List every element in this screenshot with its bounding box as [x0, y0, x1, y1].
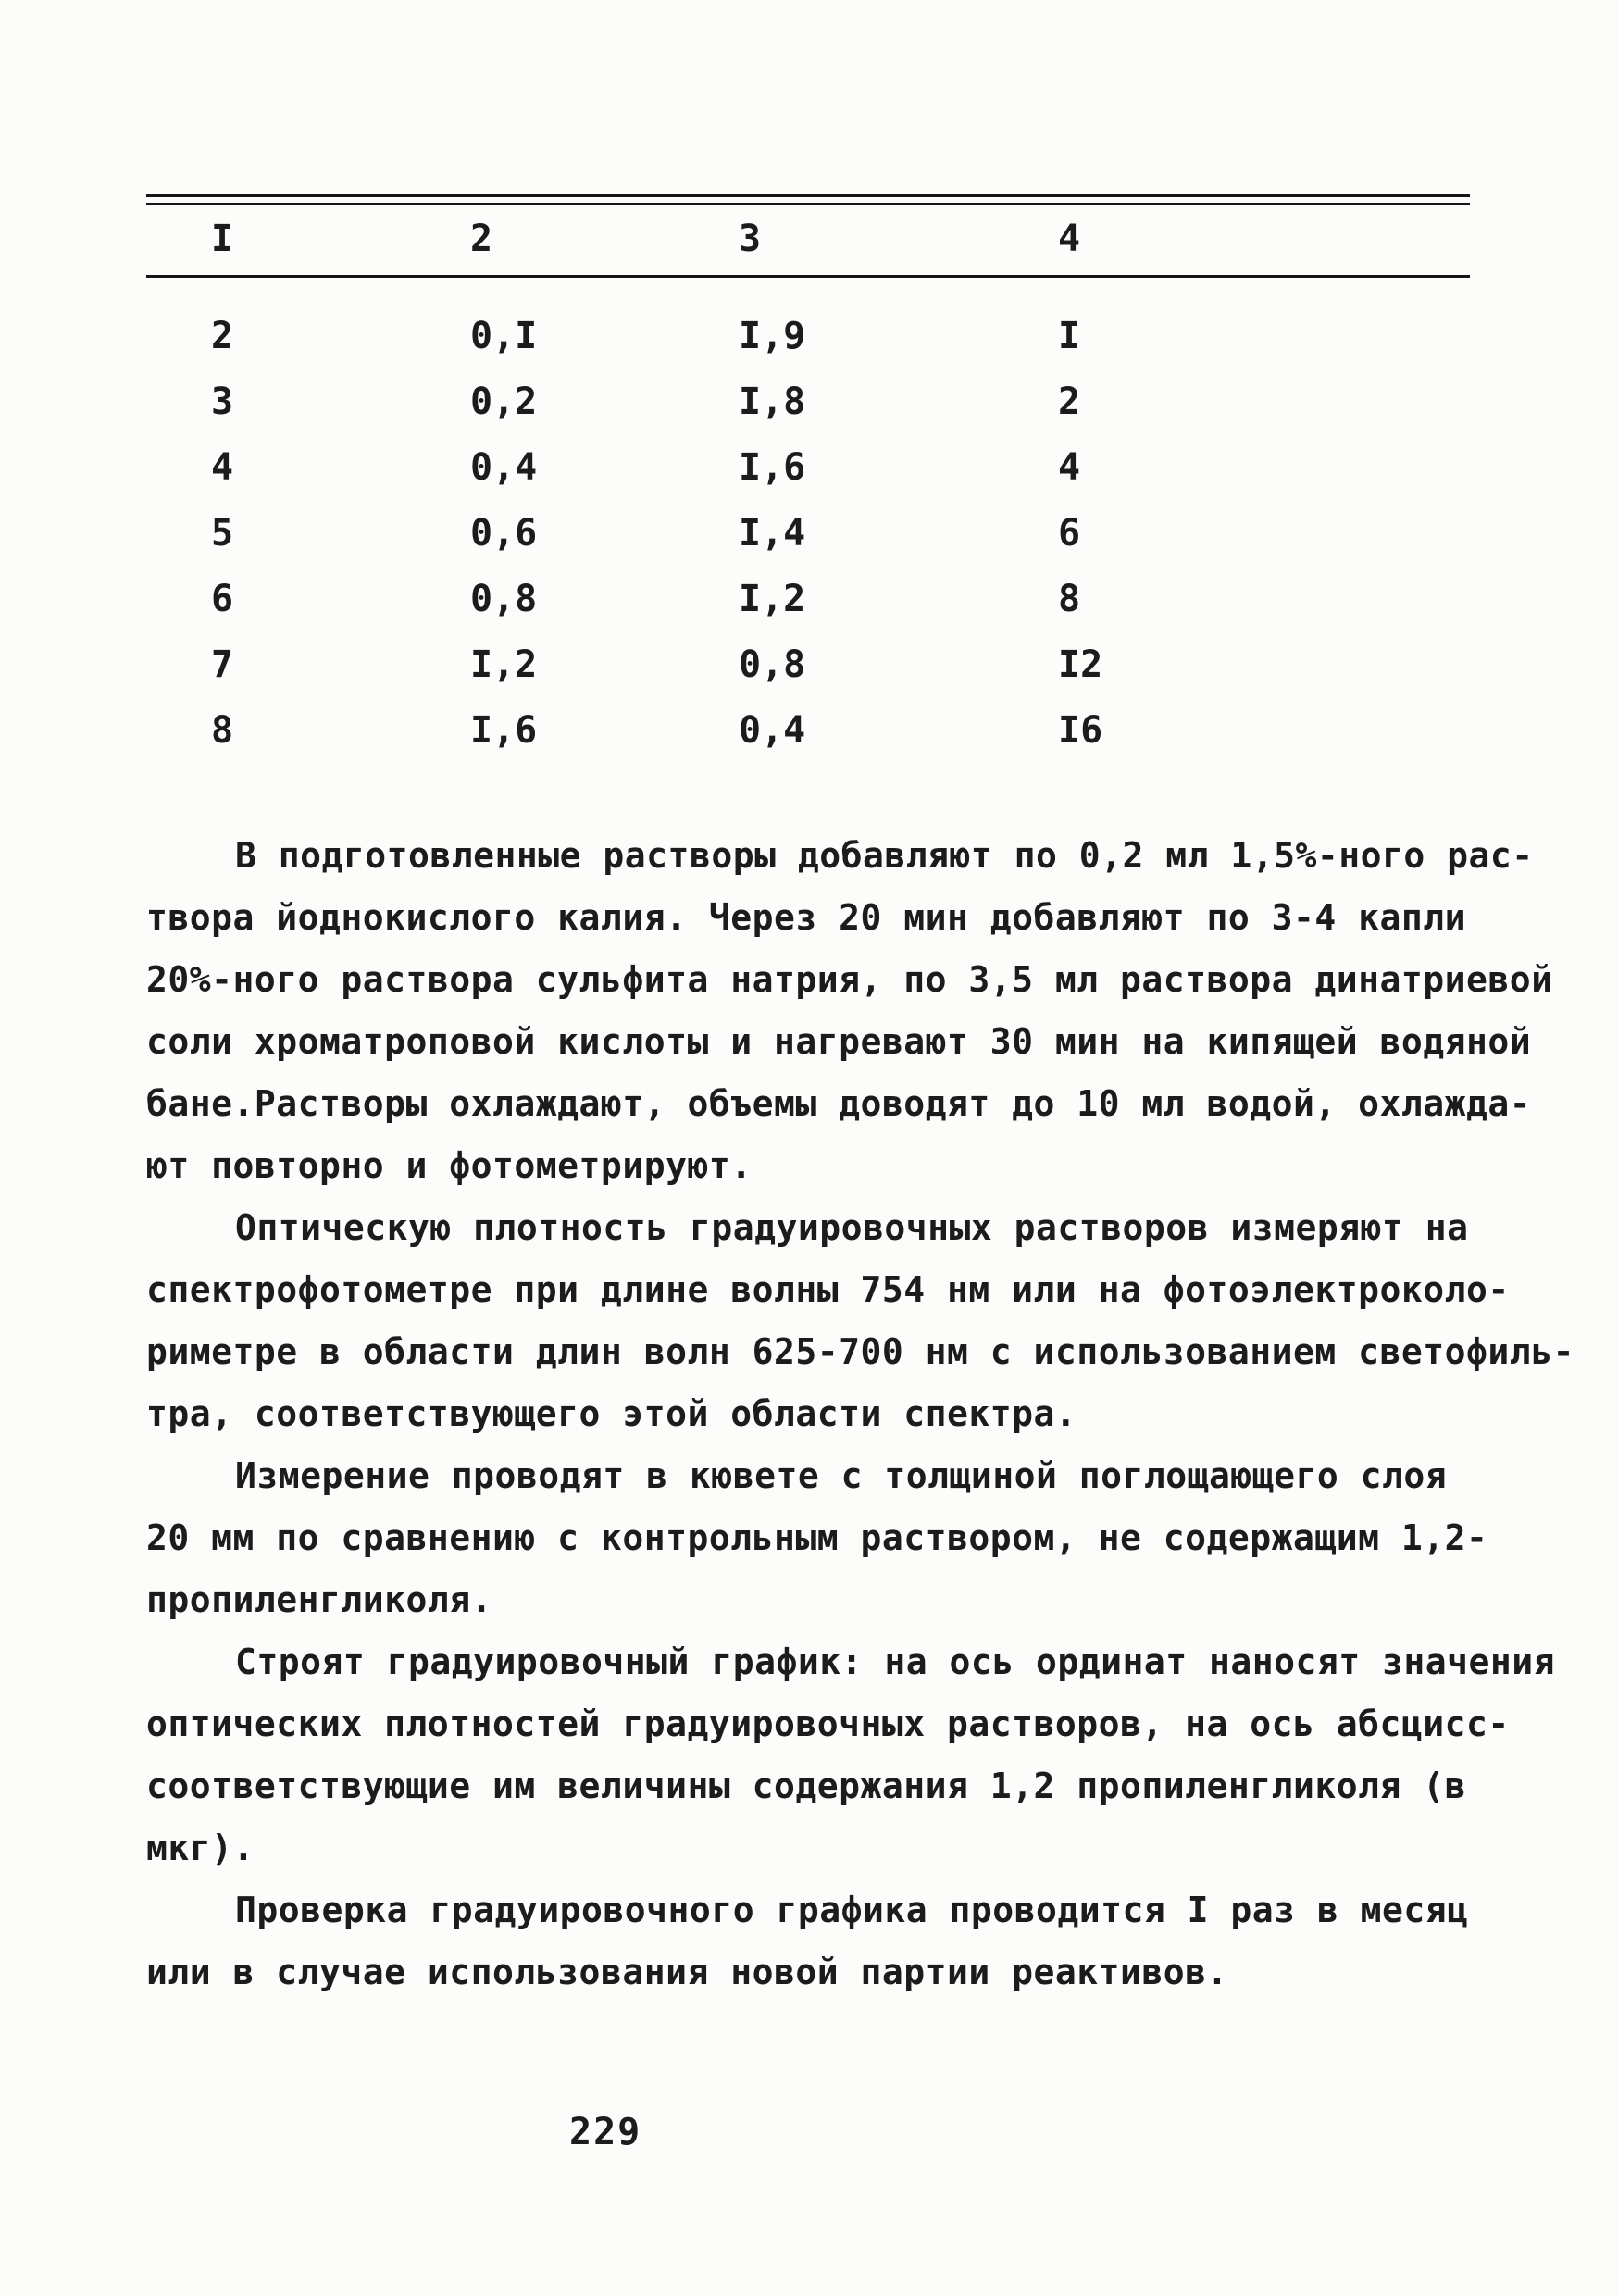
body-text: [146, 825, 1574, 2003]
table-cell: 2: [211, 315, 234, 357]
text-line: пропиленгликоля.: [146, 1579, 493, 1620]
text-line: соли хроматроповой кислоты и нагревают 30 мин на кипящей водяной: [146, 1021, 1532, 1062]
table-row: [146, 435, 1470, 501]
table-cell: 4: [211, 446, 234, 489]
table-row: [146, 369, 1470, 435]
table-header-cell: 4: [1058, 218, 1081, 260]
table-cell: 3: [211, 381, 234, 423]
table-top-rule: [146, 194, 1470, 205]
table-cell: 6: [1058, 512, 1081, 555]
text-line: Строят градуировочный график: на ось ординат наносят значения: [235, 1641, 1556, 1682]
paragraph: [146, 1197, 1574, 1445]
table-cell: 8: [211, 709, 234, 752]
table-cell: 0,8: [470, 578, 538, 620]
table-cell: I,2: [739, 578, 806, 620]
table-cell: 5: [211, 512, 234, 555]
text-line: 20 мм по сравнению с контрольным раствором, не содержащим 1,2-: [146, 1517, 1488, 1558]
table-cell: 0,I: [470, 315, 538, 357]
text-line: Проверка градуировочного графика проводится I раз в месяц: [235, 1890, 1469, 1930]
table-header-cell: I: [211, 218, 234, 260]
table-cell: 0,4: [470, 446, 538, 489]
table-cell: I,2: [470, 643, 538, 686]
table-cell: I: [1058, 315, 1081, 357]
text-line: риметре в области длин волн 625-700 нм с использованием светофиль-: [146, 1331, 1574, 1372]
table-body: [146, 278, 1470, 764]
text-line: бане.Растворы охлаждают, объемы доводят до 10 мл водой, охлажда-: [146, 1083, 1532, 1124]
table-row: [146, 698, 1470, 764]
text-line: В подготовленные растворы добавляют по 0,2 мл 1,5%-ного рас-: [235, 835, 1534, 876]
table-header-row: [146, 205, 1470, 275]
table-cell: I,6: [739, 446, 806, 489]
text-line: соответствующие им величины содержания 1,2 пропиленгликоля (в: [146, 1766, 1467, 1806]
text-line: 20%-ного раствора сульфита натрия, по 3,5 мл раствора динатриевой: [146, 959, 1553, 1000]
table-header-cell: 2: [470, 218, 493, 260]
table-row: [146, 567, 1470, 632]
paragraph: [146, 825, 1553, 1197]
table-cell: I2: [1058, 643, 1103, 686]
table-cell: 0,2: [470, 381, 538, 423]
table-header-cell: 3: [739, 218, 762, 260]
table-cell: 4: [1058, 446, 1081, 489]
table-cell: I,4: [739, 512, 806, 555]
table-row: [146, 501, 1470, 567]
text-line: ют повторно и фотометрируют.: [146, 1145, 753, 1186]
table-cell: I,9: [739, 315, 806, 357]
table-cell: 8: [1058, 578, 1081, 620]
page-number: 229: [569, 2111, 642, 2153]
text-line: оптических плотностей градуировочных растворов, на ось абсцисс-: [146, 1703, 1510, 1744]
paragraph: [146, 1445, 1488, 1631]
table-cell: 7: [211, 643, 234, 686]
paragraph: [146, 1879, 1479, 2003]
table-row: [146, 304, 1470, 369]
table-row: [146, 632, 1470, 698]
text-line: тра, соответствующего этой области спектра.: [146, 1393, 1077, 1434]
table-cell: I,6: [470, 709, 538, 752]
text-line: мкг).: [146, 1828, 255, 1868]
text-line: спектрофотометре при длине волны 754 нм или на фотоэлектроколо-: [146, 1269, 1510, 1310]
text-line: или в случае использования новой партии реактивов.: [146, 1952, 1228, 1992]
table-cell: 2: [1058, 381, 1081, 423]
table-cell: 0,4: [739, 709, 806, 752]
table-cell: 0,8: [739, 643, 806, 686]
table-cell: I6: [1058, 709, 1103, 752]
paragraph: [146, 1631, 1556, 1879]
text-line: твора йоднокислого калия. Через 20 мин добавляют по 3-4 капли: [146, 897, 1467, 938]
table-cell: 6: [211, 578, 234, 620]
data-table: [146, 194, 1470, 764]
table-cell: I,8: [739, 381, 806, 423]
text-line: Оптическую плотность градуировочных растворов измеряют на: [235, 1207, 1469, 1248]
text-line: Измерение проводят в кювете с толщиной поглощающего слоя: [235, 1455, 1448, 1496]
table-cell: 0,6: [470, 512, 538, 555]
